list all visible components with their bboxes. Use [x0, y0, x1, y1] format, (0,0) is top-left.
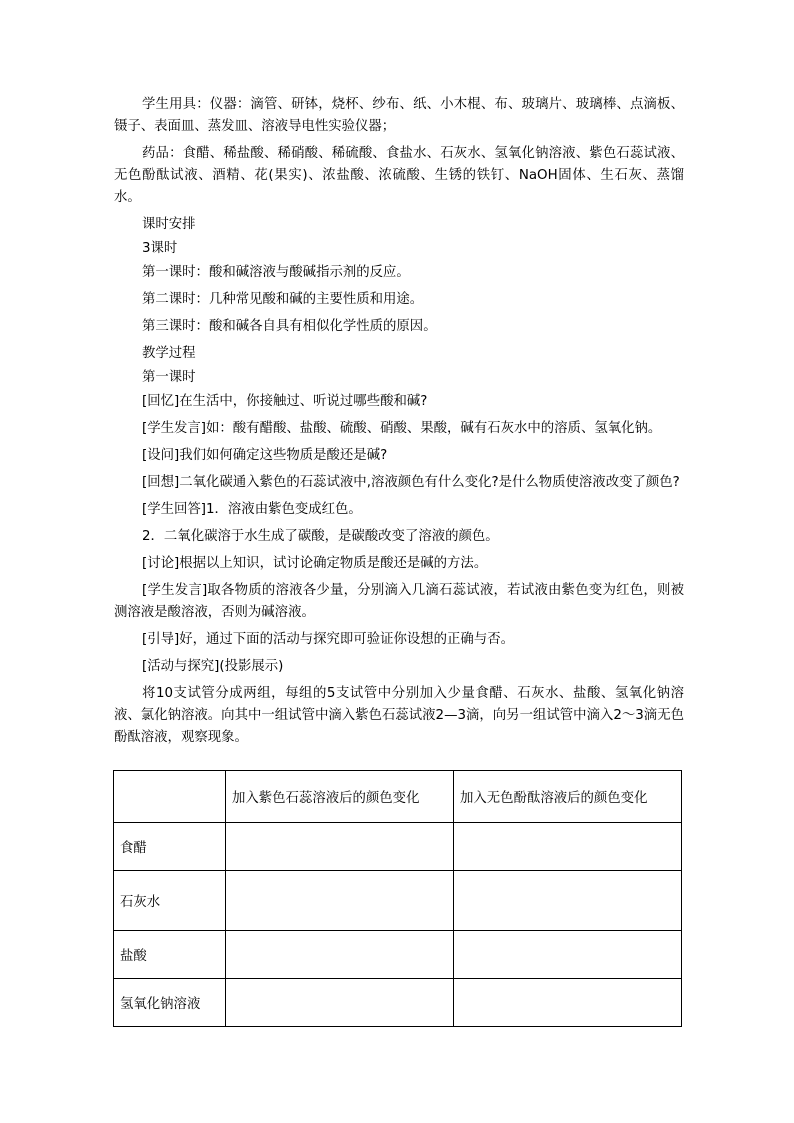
table-cell	[454, 823, 682, 871]
table-cell	[454, 871, 682, 931]
table-row	[114, 823, 682, 871]
paragraph-discussion: [讨论]根据以上知识，试讨论确定物质是酸还是碱的方法。	[142, 556, 488, 571]
table-cell	[226, 823, 454, 871]
table-cell: 盐酸	[114, 931, 226, 979]
paragraph-chemicals: 药品：食醋、稀盐酸、稀硝酸、稀硫酸、食盐水、石灰水、氢氧化钠溶液、紫色石蕊试液、无色酚酞试液、酒精、花(果实)、浓盐酸、浓硫酸、生锈的铁钉、NaOH固体、生石灰、蒸馏水。	[114, 146, 684, 205]
table-row	[114, 871, 682, 931]
paragraph-activity: [活动与探究](投影展示)	[142, 659, 284, 674]
document-body	[114, 94, 684, 754]
table-header-cell	[114, 771, 226, 823]
paragraph-lesson-count: 3课时	[142, 241, 178, 256]
heading-schedule: 课时安排	[142, 217, 196, 232]
heading-first-lesson: 第一课时	[142, 370, 196, 385]
paragraph-guide: [引导]好，通过下面的活动与探究即可验证你设想的正确与否。	[142, 632, 514, 647]
table-header-cell: 加入无色酚酞溶液后的颜色变化	[454, 771, 682, 823]
paragraph-lesson-2: 第二课时：几种常见酸和碱的主要性质和用途。	[142, 292, 424, 307]
heading-teaching-process: 教学过程	[142, 346, 196, 361]
table-cell	[226, 871, 454, 931]
paragraph-student-answer: [学生回答]1．溶液由紫色变成红色。	[142, 502, 362, 517]
paragraph-answer-2: 2．二氧化碳溶于水生成了碳酸，是碳酸改变了溶液的颜色。	[142, 529, 499, 544]
table-cell: 石灰水	[114, 871, 226, 931]
paragraph-student-speech-1: [学生发言]如：酸有醋酸、盐酸、硫酸、硝酸、果酸，碱有石灰水中的溶质、氢氧化钠。	[142, 421, 662, 436]
table-row	[114, 979, 682, 1027]
table-row	[114, 931, 682, 979]
table-cell: 食醋	[114, 823, 226, 871]
table-cell	[454, 931, 682, 979]
table-cell: 氢氧化钠溶液	[114, 979, 226, 1027]
table-cell	[226, 979, 454, 1027]
paragraph-reflect: [回想]二氧化碳通入紫色的石蕊试液中,溶液颜色有什么变化?是什么物质使溶液改变了颜色?	[142, 475, 680, 490]
observation-table	[113, 770, 682, 1027]
paragraph-procedure: 将10支试管分成两组，每组的5支试管中分别加入少量食醋、石灰水、盐酸、氢氧化钠溶液、氯化钠溶液。向其中一组试管中滴入紫色石蕊试液2—3滴，向另一组试管中滴入2～3滴无色酚酞溶液，观察现象。	[114, 686, 684, 745]
paragraph-recall: [回忆]在生活中，你接触过、听说过哪些酸和碱?	[142, 394, 428, 409]
paragraph-student-speech-2: [学生发言]取各物质的溶液各少量，分别滴入几滴石蕊试液，若试液由紫色变为红色，则被测溶液是酸溶液，否则为碱溶液。	[114, 583, 684, 620]
table-header-cell: 加入紫色石蕊溶液后的颜色变化	[226, 771, 454, 823]
paragraph-student-tools: 学生用具：仪器：滴管、研钵，烧杯、纱布、纸、小木棍、布、玻璃片、玻璃棒、点滴板、镊子、表面皿、蒸发皿、溶液导电性实验仪器；	[114, 97, 684, 134]
paragraph-question: [设问]我们如何确定这些物质是酸还是碱?	[142, 448, 388, 463]
paragraph-lesson-3: 第三课时：酸和碱各自具有相似化学性质的原因。	[142, 319, 437, 334]
table-cell	[226, 931, 454, 979]
table-header-row	[114, 771, 682, 823]
paragraph-lesson-1: 第一课时：酸和碱溶液与酸碱指示剂的反应。	[142, 265, 410, 280]
table-cell	[454, 979, 682, 1027]
